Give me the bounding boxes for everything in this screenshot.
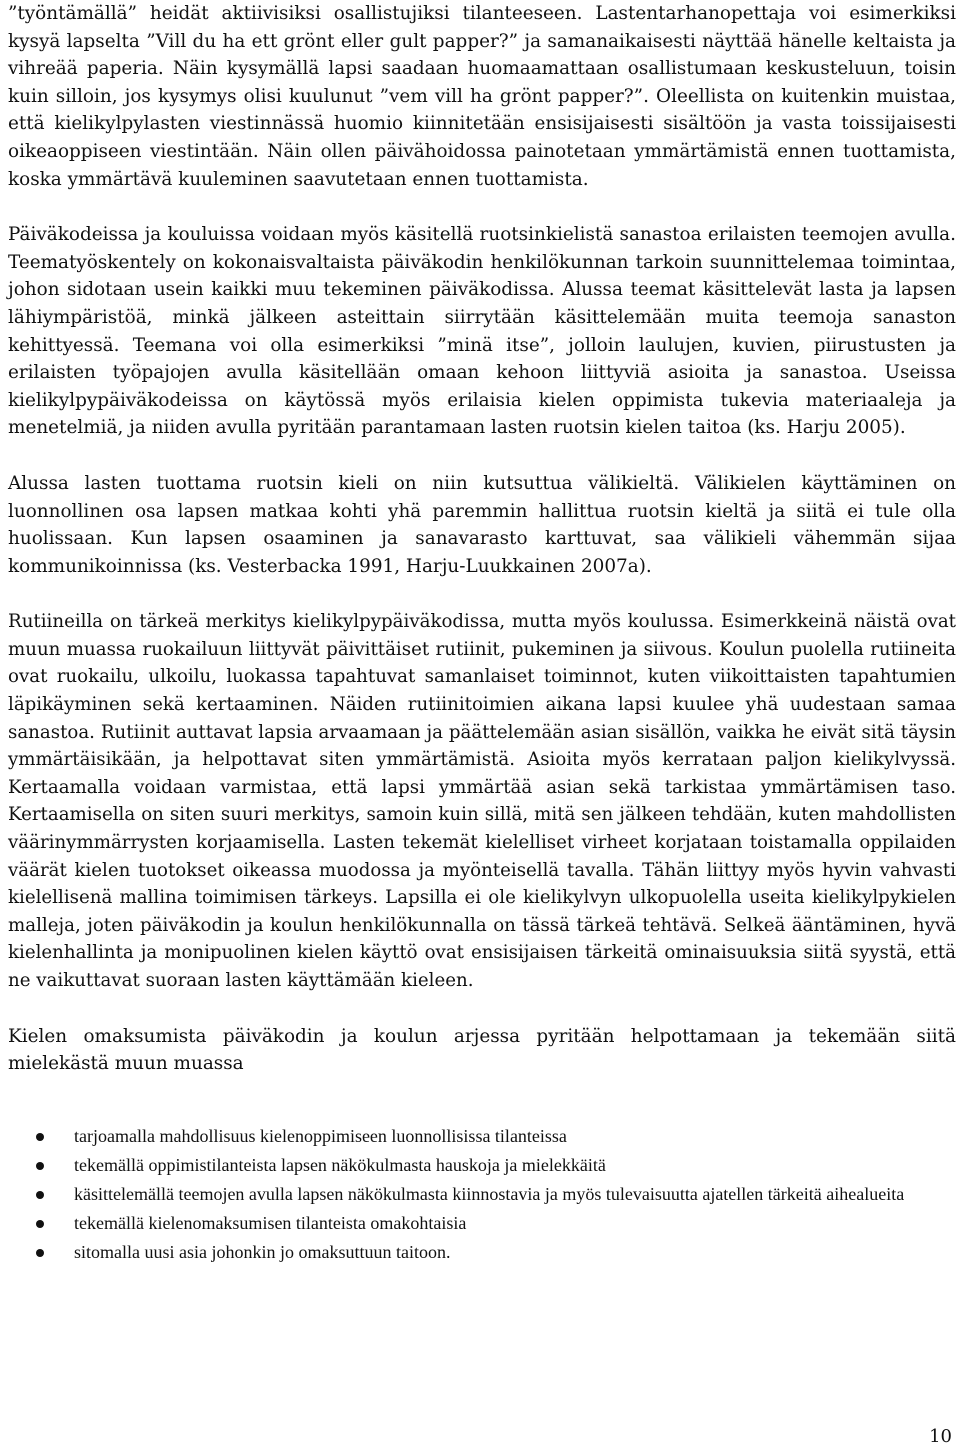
bullet-icon xyxy=(36,1191,44,1199)
paragraph-3: Alussa lasten tuottama ruotsin kieli on niin kutsuttua välikieltä. Välikielen käyttäminen on luonnollinen osa lapsen matkaa kohti yhä paremmin hallittua ruotsin kieltä ja siitä ei tule olla huolissaan. Kun lapsen osaaminen ja sanavarasto karttuvat, saa välikieli vähemmän sijaa kommunikoinnissa (ks. Vesterbacka 1991, Harju-Luukkainen 2007a). xyxy=(8,472,956,577)
bullet-icon xyxy=(36,1162,44,1170)
document-page xyxy=(8,0,956,1267)
list-item xyxy=(8,1122,948,1151)
list-item xyxy=(8,1238,948,1267)
bullet-icon xyxy=(36,1249,44,1257)
list-gap xyxy=(8,1078,956,1122)
list-item-text: tekemällä kielenomaksumisen tilanteista omakohtaisia xyxy=(74,1212,467,1233)
list-item xyxy=(8,1209,948,1238)
bullet-icon xyxy=(36,1133,44,1141)
paragraph-4: Rutiineilla on tärkeä merkitys kielikylpypäiväkodissa, mutta myös koulussa. Esimerkkeinä näistä ovat muun muassa ruokailuun liittyvät päivittäiset rutiinit, pukeminen ja siivous. Koulun puolella rutiineita ovat ruokailu, ulkoilu, luokassa tapahtuvat samanlaiset toiminnot, kuten viikoittaisten tapahtumien läpikäyminen sekä kertaaminen. Näiden rutiinitoimien aikana lapsi kuulee yhä uudestaan samaa sanastoa. Rutiinit auttavat lapsia arvaamaan ja päättelemään asian sisällön, vaikka he eivät sitä täysin ymmärtäisikään, ja helpottavat siten ymmärtämistä. Asioita myös kerrataan paljon kielikylvyssä. Kertaamalla voidaan varmistaa, että lapsi ymmärtää asian sekä tarkistaa ymmärtämisen taso. Kertaamisella on siten suuri merkitys, samoin kuin sillä, mitä sen jälkeen tehdään, kuten mahdollisten väärinymmärrysten korjaamisella. Lasten tekemät kielelliset virheet korjataan toistamalla oppilaiden väärät kielen tuotokset oikeassa muodossa ja myönteisellä tavalla. Tähän liittyy myös hyvin vahvasti kielellisenä mallina toimimisen tärkeys. Lapsilla ei ole kielikylvyn ulkopuolella useita kielikylpykielen malleja, joten päiväkodin ja koulun henkilökunnalla on tässä tärkeä tehtävä. Selkeä ääntäminen, hyvä kielenhallinta ja monipuolinen kielen käyttö ovat ensisijaisen tärkeitä ominaisuuksia siitä syystä, että ne vaikuttavat suoraan lasten käyttämään kieleen. xyxy=(8,611,956,991)
paragraph-1: ”työntämällä” heidät aktiivisiksi osallistujiksi tilanteeseen. Lastentarhanopettaja voi esimerkiksi kysyä lapselta ”Vill du ha ett grönt eller gult papper?” ja samanaikaisesti näyttää hänelle keltaista ja vihreää paperia. Näin kysymällä lapsi saadaan huomaamattaan osallistumaan keskusteluun, toisin kuin silloin, jos kysymys olisi kuulunut ”vem vill ha grönt papper?”. Oleellista on kuitenkin muistaa, että kielikylpylasten viestinnässä huomio kiinnitetään ensisijaisesti sisältöön ja vasta toissijaisesti oikeaoppiseen viestintään. Näin ollen päivähoidossa painotetaan ymmärtämistä ennen tuottamista, koska ymmärtävä kuuleminen saavutetaan ennen tuottamista. xyxy=(8,3,956,190)
bullet-list xyxy=(8,1122,956,1267)
paragraph-gap xyxy=(8,995,956,1023)
list-item-text: tekemällä oppimistilanteista lapsen näkökulmasta hauskoja ja mielekkäitä xyxy=(74,1154,606,1175)
list-item xyxy=(8,1151,948,1180)
page-number: 10 xyxy=(929,1426,952,1447)
list-item-text: sitomalla uusi asia johonkin jo omaksuttuun taitoon. xyxy=(74,1241,451,1262)
list-item-text: käsittelemällä teemojen avulla lapsen näkökulmasta kiinnostavia ja myös tulevaisuutta ajatellen tärkeitä aihealueita xyxy=(74,1183,905,1204)
paragraph-gap xyxy=(8,442,956,470)
list-item-text: tarjoamalla mahdollisuus kielenoppimiseen luonnollisissa tilanteissa xyxy=(74,1125,567,1146)
paragraph-gap xyxy=(8,193,956,221)
paragraph-2: Päiväkodeissa ja kouluissa voidaan myös käsitellä ruotsinkielistä sanastoa erilaisten teemojen avulla. Teematyöskentely on kokonaisvaltaista päiväkodin henkilökunnan tarkoin suunnittelemaa toimintaa, johon sidotaan usein kaikki muu tekeminen päiväkodissa. Alussa teemat käsittelevät lasta ja lapsen lähiympäristöä, minkä jälkeen asteittain siirrytään käsittelemään muita teemoja sanaston kehittyessä. Teemana voi olla esimerkiksi ”minä itse”, jolloin laulujen, kuvien, piirustusten ja erilaisten työpajojen avulla käsitellään omaan kehoon liittyviä asioita ja sanastoa. Useissa kielikylpypäiväkodeissa on käytössä myös erilaisia kielen oppimista tukevia materiaaleja ja menetelmiä, ja niiden avulla pyritään parantamaan lasten ruotsin kielen taitoa (ks. Harju 2005). xyxy=(8,224,956,439)
list-item xyxy=(8,1180,948,1209)
paragraph-5: Kielen omaksumista päiväkodin ja koulun arjessa pyritään helpottamaan ja tekemään siitä mielekästä muun muassa xyxy=(8,1025,956,1075)
bullet-icon xyxy=(36,1220,44,1228)
paragraph-gap xyxy=(8,580,956,608)
